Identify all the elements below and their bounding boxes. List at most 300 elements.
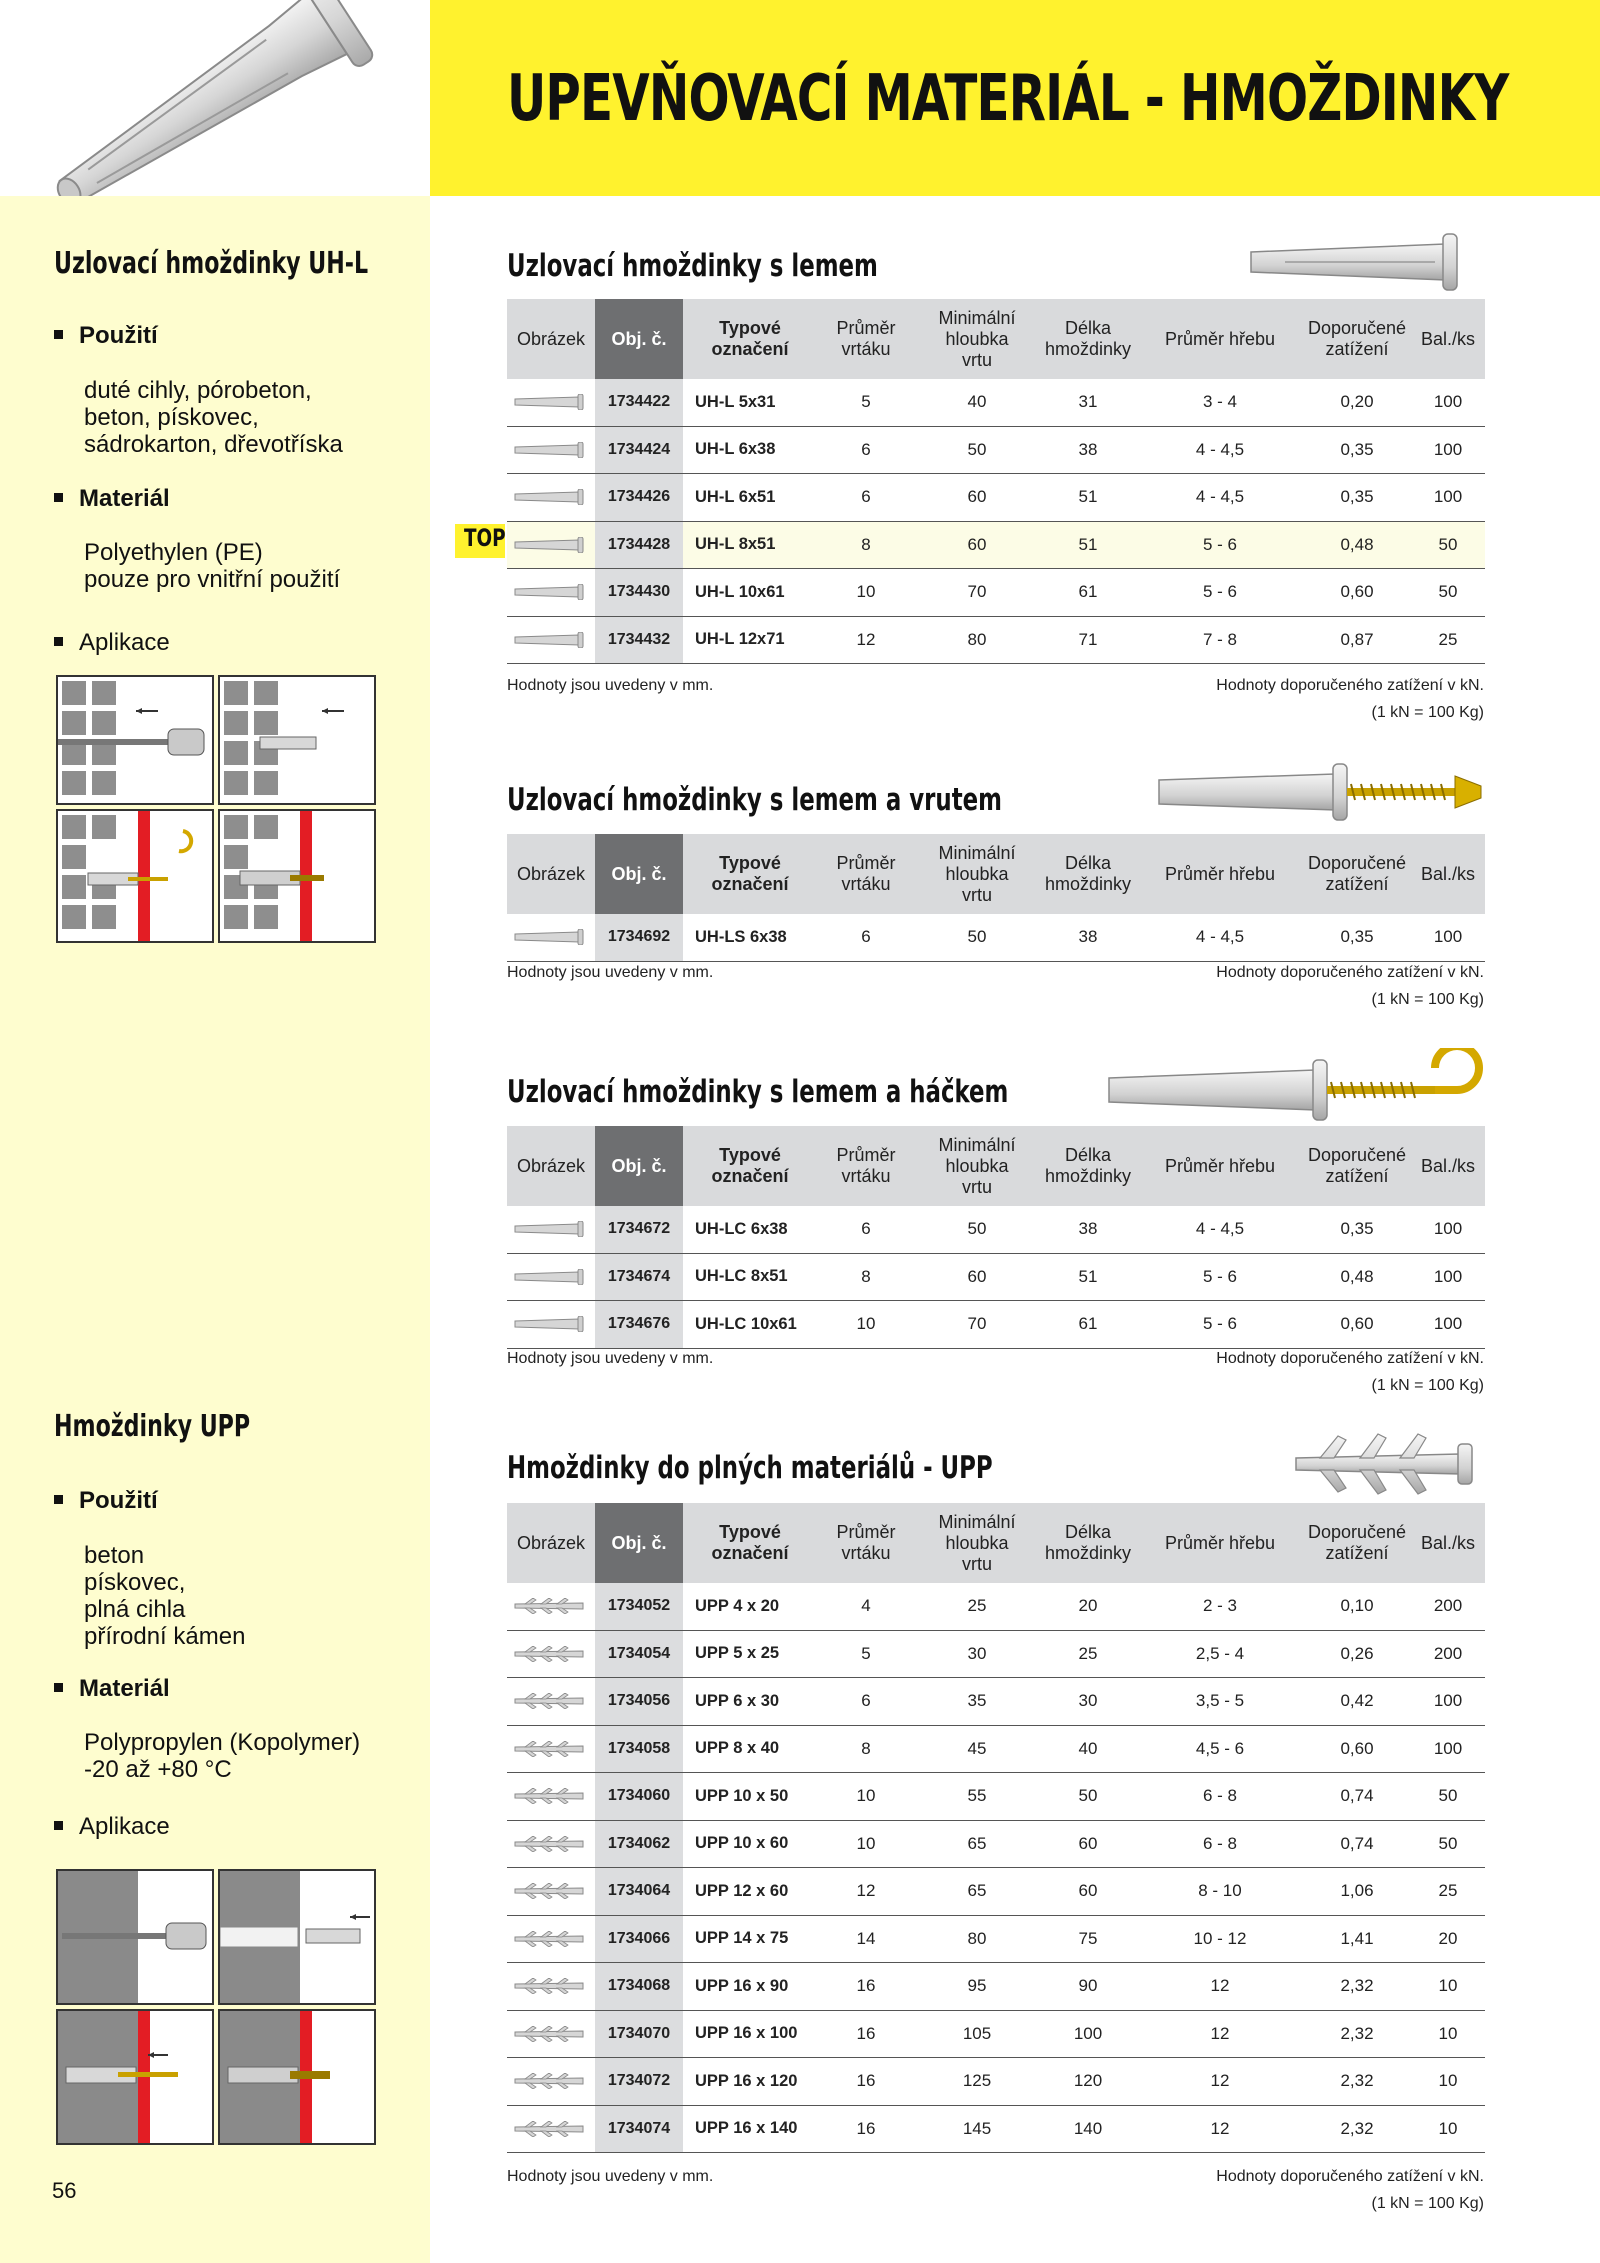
table-header <box>507 299 1485 379</box>
cell-pkg: 100 <box>1433 1266 1463 1286</box>
cell-pkg: 50 <box>1438 1786 1458 1806</box>
col-image: Obrázek <box>516 328 586 349</box>
cell-load: 2,32 <box>1340 2071 1374 2091</box>
cell-drill: 8 <box>861 1738 871 1758</box>
cell-obj: 1734052 <box>595 1583 683 1630</box>
cell-obj: 1734054 <box>595 1631 683 1678</box>
cell-depth: 45 <box>967 1738 987 1758</box>
cell-obj: 1734066 <box>595 1916 683 1963</box>
cell-drill: 12 <box>856 1881 876 1901</box>
dowel-icon <box>507 2058 595 2105</box>
dowel-icon <box>507 1963 595 2010</box>
table-header <box>507 1503 1485 1583</box>
upp-app-label: Aplikace <box>54 1813 170 1841</box>
cell-pkg: 10 <box>1438 2071 1458 2091</box>
cell-obj: 1734428 <box>595 522 683 569</box>
cell-obj: 1734056 <box>595 1678 683 1725</box>
cell-drill: 10 <box>856 582 876 602</box>
col-depth: Minimální hloubka vrtu <box>938 1511 1016 1574</box>
cell-load: 2,32 <box>1340 1976 1374 1996</box>
cell-nail: 5 - 6 <box>1202 582 1238 602</box>
col-drill: Průměr vrtáku <box>836 1522 896 1563</box>
col-type: Typové označení <box>711 853 789 894</box>
cell-pkg: 200 <box>1433 1596 1463 1616</box>
cell-obj: 1734432 <box>595 617 683 664</box>
col-load: Doporučené zatížení <box>1307 1145 1407 1186</box>
cell-nail: 5 - 6 <box>1202 534 1238 554</box>
bullet-icon <box>54 1495 63 1504</box>
cell-depth: 80 <box>967 629 987 649</box>
col-obj: Obj. č. <box>595 834 683 914</box>
dowel-icon <box>507 522 595 569</box>
col-nail: Průměr hřebu <box>1164 328 1276 349</box>
product-image-uhl <box>1245 232 1475 292</box>
cell-pkg: 50 <box>1438 1833 1458 1853</box>
cell-load: 0,74 <box>1340 1786 1374 1806</box>
upp-application-diagram <box>56 1869 376 2145</box>
note-units: Hodnoty jsou uvedeny v mm. <box>507 2168 714 2185</box>
cell-pkg: 10 <box>1438 2023 1458 2043</box>
cell-length: 140 <box>1073 2118 1103 2138</box>
cell-pkg: 100 <box>1433 1219 1463 1239</box>
cell-obj: 1734692 <box>595 914 683 961</box>
cell-drill: 16 <box>856 2118 876 2138</box>
cell-length: 30 <box>1078 1691 1098 1711</box>
bullet-icon <box>54 1683 63 1692</box>
dowel-icon <box>507 1631 595 1678</box>
cell-depth: 60 <box>967 487 987 507</box>
cell-type: UH-L 6x51 <box>695 487 776 506</box>
col-drill: Průměr vrtáku <box>836 853 896 894</box>
col-length: Délka hmoždinky <box>1044 1145 1132 1186</box>
cell-depth: 50 <box>967 1219 987 1239</box>
cell-obj: 1734430 <box>595 569 683 616</box>
table-header <box>507 834 1485 914</box>
cell-nail: 8 - 10 <box>1198 1881 1242 1901</box>
app-step-screw <box>56 809 214 943</box>
cell-nail: 3 - 4 <box>1202 392 1238 412</box>
cell-nail: 7 - 8 <box>1202 629 1238 649</box>
cell-length: 61 <box>1078 582 1098 602</box>
cell-pkg: 10 <box>1438 2118 1458 2138</box>
dowel-icon <box>507 379 595 426</box>
cell-depth: 65 <box>967 1833 987 1853</box>
cell-type: UH-L 12x71 <box>695 630 785 649</box>
uhl-material-label: Materiál <box>54 485 170 513</box>
col-pkg: Bal./ks <box>1420 1532 1476 1553</box>
bullet-icon <box>54 330 63 339</box>
col-type: Typové označení <box>711 1145 789 1186</box>
col-depth: Minimální hloubka vrtu <box>938 842 1016 905</box>
cell-drill: 14 <box>856 1928 876 1948</box>
cell-length: 25 <box>1078 1643 1098 1663</box>
cell-pkg: 100 <box>1433 1738 1463 1758</box>
app-step-screw <box>56 2009 214 2145</box>
cell-load: 1,41 <box>1340 1928 1374 1948</box>
table-uhlc <box>507 1126 1485 1349</box>
cell-length: 61 <box>1078 1314 1098 1334</box>
col-nail: Průměr hřebu <box>1164 1532 1276 1553</box>
table-row <box>507 1916 1485 1964</box>
cell-type: UH-L 5x31 <box>695 392 776 411</box>
uhl-application-diagram <box>56 675 376 943</box>
col-load: Doporučené zatížení <box>1307 853 1407 894</box>
cell-load: 0,20 <box>1340 392 1374 412</box>
section-title-uhls: Uzlovací hmoždinky s lemem a vrutem <box>507 782 1002 818</box>
upp-use-text: beton pískovec, plná cihla přírodní kámen <box>84 1542 246 1650</box>
cell-load: 0,60 <box>1340 1314 1374 1334</box>
cell-drill: 5 <box>861 392 871 412</box>
dowel-icon <box>507 1301 595 1348</box>
cell-drill: 10 <box>856 1786 876 1806</box>
table-row <box>507 1678 1485 1726</box>
note-units: Hodnoty jsou uvedeny v mm. <box>507 964 714 981</box>
upp-material-label: Materiál <box>54 1675 170 1703</box>
page-number: 56 <box>52 2178 77 2203</box>
cell-length: 38 <box>1078 927 1098 947</box>
cell-pkg: 100 <box>1433 1691 1463 1711</box>
cell-depth: 80 <box>967 1928 987 1948</box>
col-image: Obrázek <box>516 1532 586 1553</box>
cell-nail: 4 - 4,5 <box>1195 1219 1245 1239</box>
dowel-icon <box>507 1678 595 1725</box>
cell-nail: 5 - 6 <box>1202 1314 1238 1334</box>
cell-nail: 12 <box>1210 2023 1230 2043</box>
table-uhl <box>507 299 1485 664</box>
cell-load: 0,35 <box>1340 439 1374 459</box>
cell-nail: 12 <box>1210 2071 1230 2091</box>
cell-obj: 1734060 <box>595 1773 683 1820</box>
cell-nail: 6 - 8 <box>1202 1786 1238 1806</box>
table-row <box>507 617 1485 665</box>
app-step-drill <box>56 675 214 805</box>
section-title-upp: Hmoždinky do plných materiálů - UPP <box>507 1450 993 1486</box>
table-upp <box>507 1503 1485 2153</box>
cell-type: UH-LC 6x38 <box>695 1219 788 1238</box>
cell-drill: 6 <box>861 927 871 947</box>
cell-obj: 1734070 <box>595 2011 683 2058</box>
cell-load: 1,06 <box>1340 1881 1374 1901</box>
table-row <box>507 379 1485 427</box>
cell-depth: 55 <box>967 1786 987 1806</box>
cell-load: 0,42 <box>1340 1691 1374 1711</box>
cell-load: 0,35 <box>1340 927 1374 947</box>
dowel-icon <box>507 1206 595 1253</box>
table-row <box>507 1206 1485 1254</box>
cell-obj: 1734058 <box>595 1726 683 1773</box>
cell-load: 0,10 <box>1340 1596 1374 1616</box>
col-length: Délka hmoždinky <box>1044 853 1132 894</box>
note-load: Hodnoty doporučeného zatížení v kN. (1 kN = 100 Kg) <box>1216 677 1484 721</box>
cell-obj: 1734424 <box>595 427 683 474</box>
cell-obj: 1734074 <box>595 2106 683 2153</box>
cell-obj: 1734064 <box>595 1868 683 1915</box>
cell-drill: 5 <box>861 1643 871 1663</box>
col-image: Obrázek <box>516 863 586 884</box>
dowel-icon <box>507 1821 595 1868</box>
cell-type: UH-L 8x51 <box>695 535 776 554</box>
col-type: Typové označení <box>711 1522 789 1563</box>
col-depth: Minimální hloubka vrtu <box>938 307 1016 370</box>
cell-depth: 50 <box>967 927 987 947</box>
cell-depth: 40 <box>967 392 987 412</box>
table-row <box>507 1301 1485 1349</box>
cell-length: 120 <box>1073 2071 1103 2091</box>
cell-obj: 1734426 <box>595 474 683 521</box>
cell-obj: 1734062 <box>595 1821 683 1868</box>
table-row <box>507 1631 1485 1679</box>
cell-drill: 10 <box>856 1314 876 1334</box>
dowel-icon <box>507 1773 595 1820</box>
col-drill: Průměr vrtáku <box>836 1145 896 1186</box>
cell-type: UPP 12 x 60 <box>695 1881 789 1900</box>
cell-obj: 1734674 <box>595 1254 683 1301</box>
cell-type: UPP 6 x 30 <box>695 1691 780 1710</box>
cell-length: 38 <box>1078 1219 1098 1239</box>
table-row <box>507 1726 1485 1774</box>
table-row <box>507 1773 1485 1821</box>
cell-pkg: 50 <box>1438 582 1458 602</box>
dowel-icon <box>507 914 595 961</box>
table-row <box>507 2106 1485 2154</box>
col-nail: Průměr hřebu <box>1164 863 1276 884</box>
product-image-uhls <box>1155 762 1485 822</box>
dowel-icon <box>507 1254 595 1301</box>
table-header <box>507 1126 1485 1206</box>
cell-length: 100 <box>1073 2023 1103 2043</box>
upp-material-text: Polypropylen (Kopolymer) -20 až +80 °C <box>84 1729 361 1783</box>
table-row <box>507 474 1485 522</box>
cell-nail: 4 - 4,5 <box>1195 439 1245 459</box>
cell-drill: 4 <box>861 1596 871 1616</box>
cell-type: UH-LC 10x61 <box>695 1314 797 1333</box>
col-nail: Průměr hřebu <box>1164 1155 1276 1176</box>
note-units: Hodnoty jsou uvedeny v mm. <box>507 677 714 694</box>
cell-type: UPP 16 x 140 <box>695 2119 798 2138</box>
cell-obj: 1734422 <box>595 379 683 426</box>
col-pkg: Bal./ks <box>1420 863 1476 884</box>
table-row <box>507 427 1485 475</box>
sidebar-title-upp: Hmoždinky UPP <box>54 1409 251 1444</box>
cell-obj: 1734672 <box>595 1206 683 1253</box>
cell-length: 20 <box>1078 1596 1098 1616</box>
cell-type: UPP 8 x 40 <box>695 1739 780 1758</box>
note-load: Hodnoty doporučeného zatížení v kN. (1 kN = 100 Kg) <box>1216 964 1484 1008</box>
cell-depth: 35 <box>967 1691 987 1711</box>
app-step-fixed <box>218 2009 376 2145</box>
cell-drill: 8 <box>861 1266 871 1286</box>
dowel-icon <box>507 1868 595 1915</box>
cell-nail: 12 <box>1210 2118 1230 2138</box>
cell-obj: 1734676 <box>595 1301 683 1348</box>
product-image-uhlc <box>1105 1048 1485 1123</box>
cell-type: UH-L 6x38 <box>695 440 776 459</box>
col-pkg: Bal./ks <box>1420 1155 1476 1176</box>
cell-load: 2,32 <box>1340 2118 1374 2138</box>
note-load: Hodnoty doporučeného zatížení v kN. (1 kN = 100 Kg) <box>1216 2168 1484 2212</box>
col-obj: Obj. č. <box>595 1503 683 1583</box>
bullet-icon <box>54 493 63 502</box>
cell-depth: 50 <box>967 439 987 459</box>
section-title-uhlc: Uzlovací hmoždinky s lemem a háčkem <box>507 1074 1009 1110</box>
cell-type: UPP 16 x 90 <box>695 1976 789 1995</box>
cell-length: 75 <box>1078 1928 1098 1948</box>
cell-length: 50 <box>1078 1786 1098 1806</box>
top-tag: TOP <box>464 524 506 552</box>
note-load: Hodnoty doporučeného zatížení v kN. (1 kN = 100 Kg) <box>1216 1350 1484 1394</box>
cell-nail: 4 - 4,5 <box>1195 487 1245 507</box>
cell-pkg: 100 <box>1433 487 1463 507</box>
cell-length: 60 <box>1078 1881 1098 1901</box>
cell-length: 51 <box>1078 487 1098 507</box>
uhl-use-text: duté cihly, pórobeton, beton, pískovec, sádrokarton, dřevotříska <box>84 377 343 458</box>
cell-type: UPP 10 x 50 <box>695 1786 789 1805</box>
cell-depth: 60 <box>967 534 987 554</box>
cell-nail: 2,5 - 4 <box>1195 1643 1245 1663</box>
cell-drill: 6 <box>861 1219 871 1239</box>
sidebar-title-uhl: Uzlovací hmoždinky UH-L <box>54 246 369 281</box>
cell-length: 31 <box>1078 392 1098 412</box>
cell-type: UPP 14 x 75 <box>695 1929 789 1948</box>
uhl-use-label: Použití <box>54 322 158 350</box>
cell-depth: 60 <box>967 1266 987 1286</box>
cell-nail: 10 - 12 <box>1193 1928 1247 1948</box>
cell-type: UPP 16 x 100 <box>695 2024 798 2043</box>
table-row <box>507 569 1485 617</box>
cell-depth: 30 <box>967 1643 987 1663</box>
cell-drill: 6 <box>861 1691 871 1711</box>
cell-pkg: 25 <box>1438 629 1458 649</box>
cell-pkg: 200 <box>1433 1643 1463 1663</box>
cell-pkg: 50 <box>1438 534 1458 554</box>
cell-drill: 16 <box>856 2071 876 2091</box>
dowel-icon <box>507 569 595 616</box>
cell-length: 71 <box>1078 629 1098 649</box>
table-row <box>507 914 1485 962</box>
app-step-drill <box>56 1869 214 2005</box>
cell-pkg: 10 <box>1438 1976 1458 1996</box>
col-load: Doporučené zatížení <box>1307 1522 1407 1563</box>
cell-pkg: 25 <box>1438 1881 1458 1901</box>
cell-type: UPP 5 x 25 <box>695 1644 780 1663</box>
cell-depth: 25 <box>967 1596 987 1616</box>
col-drill: Průměr vrtáku <box>836 318 896 359</box>
col-depth: Minimální hloubka vrtu <box>938 1134 1016 1197</box>
col-length: Délka hmoždinky <box>1044 318 1132 359</box>
dowel-icon <box>507 2106 595 2153</box>
cell-depth: 70 <box>967 1314 987 1334</box>
cell-load: 0,87 <box>1340 629 1374 649</box>
app-step-insert <box>218 1869 376 2005</box>
page-title: UPEVŇOVACÍ MATERIÁL - HMOŽDINKY <box>507 62 1509 136</box>
dowel-icon <box>507 617 595 664</box>
col-obj: Obj. č. <box>595 1126 683 1206</box>
dowel-icon <box>507 1583 595 1630</box>
table-row <box>507 2058 1485 2106</box>
table-row <box>507 2011 1485 2059</box>
cell-nail: 6 - 8 <box>1202 1833 1238 1853</box>
dowel-icon <box>507 474 595 521</box>
note-units: Hodnoty jsou uvedeny v mm. <box>507 1350 714 1367</box>
cell-load: 0,60 <box>1340 1738 1374 1758</box>
cell-depth: 105 <box>962 2023 992 2043</box>
app-step-insert <box>218 675 376 805</box>
table-row <box>507 1963 1485 2011</box>
uhl-material-text: Polyethylen (PE) pouze pro vnitřní použití <box>84 539 341 593</box>
cell-length: 90 <box>1078 1976 1098 1996</box>
cell-pkg: 100 <box>1433 439 1463 459</box>
cell-type: UH-LC 8x51 <box>695 1267 788 1286</box>
cell-depth: 65 <box>967 1881 987 1901</box>
dowel-icon <box>507 1916 595 1963</box>
cell-load: 0,48 <box>1340 534 1374 554</box>
cell-depth: 95 <box>967 1976 987 1996</box>
cell-type: UPP 10 x 60 <box>695 1834 789 1853</box>
cell-drill: 6 <box>861 487 871 507</box>
hero-dowel-image <box>0 0 430 196</box>
cell-load: 0,60 <box>1340 582 1374 602</box>
cell-length: 51 <box>1078 534 1098 554</box>
cell-length: 51 <box>1078 1266 1098 1286</box>
cell-type: UH-L 10x61 <box>695 582 785 601</box>
col-load: Doporučené zatížení <box>1307 318 1407 359</box>
cell-length: 40 <box>1078 1738 1098 1758</box>
cell-load: 0,26 <box>1340 1643 1374 1663</box>
cell-pkg: 100 <box>1433 1314 1463 1334</box>
table-row <box>507 1254 1485 1302</box>
cell-load: 2,32 <box>1340 2023 1374 2043</box>
cell-load: 0,35 <box>1340 1219 1374 1239</box>
cell-drill: 16 <box>856 1976 876 1996</box>
table-row <box>507 1821 1485 1869</box>
cell-drill: 6 <box>861 439 871 459</box>
col-obj: Obj. č. <box>595 299 683 379</box>
cell-drill: 12 <box>856 629 876 649</box>
cell-drill: 16 <box>856 2023 876 2043</box>
cell-type: UPP 4 x 20 <box>695 1596 780 1615</box>
dowel-icon <box>507 1726 595 1773</box>
col-type: Typové označení <box>711 318 789 359</box>
cell-pkg: 100 <box>1433 392 1463 412</box>
table-uhls <box>507 834 1485 962</box>
cell-nail: 4 - 4,5 <box>1195 927 1245 947</box>
cell-nail: 5 - 6 <box>1202 1266 1238 1286</box>
cell-length: 60 <box>1078 1833 1098 1853</box>
app-step-fixed <box>218 809 376 943</box>
cell-length: 38 <box>1078 439 1098 459</box>
dowel-icon <box>507 427 595 474</box>
cell-depth: 125 <box>962 2071 992 2091</box>
product-image-upp <box>1290 1428 1480 1500</box>
cell-nail: 12 <box>1210 1976 1230 1996</box>
cell-obj: 1734068 <box>595 1963 683 2010</box>
upp-use-label: Použití <box>54 1487 158 1515</box>
cell-nail: 3,5 - 5 <box>1195 1691 1245 1711</box>
table-row <box>507 1583 1485 1631</box>
cell-load: 0,35 <box>1340 487 1374 507</box>
col-length: Délka hmoždinky <box>1044 1522 1132 1563</box>
bullet-icon <box>54 637 63 646</box>
bullet-icon <box>54 1821 63 1830</box>
cell-drill: 8 <box>861 534 871 554</box>
cell-load: 0,48 <box>1340 1266 1374 1286</box>
dowel-icon <box>507 2011 595 2058</box>
section-title-uhl: Uzlovací hmoždinky s lemem <box>507 248 878 284</box>
table-row <box>507 522 1485 570</box>
cell-pkg: 100 <box>1433 927 1463 947</box>
cell-type: UPP 16 x 120 <box>695 2071 798 2090</box>
cell-depth: 70 <box>967 582 987 602</box>
